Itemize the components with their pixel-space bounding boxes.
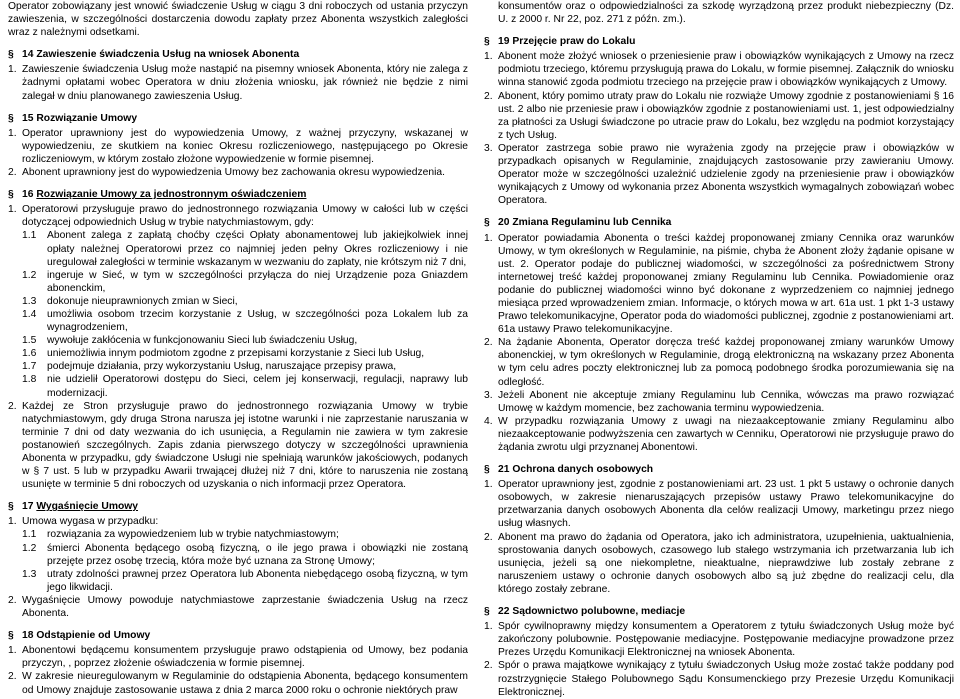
sub-item-number: 1.1 bbox=[22, 230, 37, 242]
right-column bbox=[484, 0, 954, 699]
sub-item-text: utraty zdolności prawnej przez Operatora lub Abonenta niebędącego osobą fizyczną, w tym jego likwidacji. bbox=[47, 568, 468, 593]
item-number: 1. bbox=[484, 479, 493, 491]
section-title: Zmiana Regulaminu lub Cennika bbox=[512, 217, 672, 229]
sub-item-text: Abonent zalega z zapłatą choćby części Opłaty abonamentowej lub jakiejkolwiek innej opłaty należnej Operatorowi przez co najmniej jeden pełny Okres rozliczeniowy i nie uregulował zaległości w terminie wskazanym w wezwaniu do zapłaty, nie krótszym niż 7 dni, bbox=[47, 230, 468, 268]
item-number: 4. bbox=[484, 415, 493, 427]
section-title: Sądownictwo polubowne, mediacje bbox=[512, 606, 686, 618]
item-text: Operator uprawniony jest do wypowiedzenia Umowy, z ważnej przyczyny, wskazanej w wypowiedzeniu, ze skutkiem na koniec Okresu rozliczeniowego, następującego po Okresie rozliczeniowym, w którym zostało złożone wypowiedzenie w formie pisemnej. bbox=[22, 127, 468, 165]
section-number: 18 bbox=[22, 630, 34, 642]
section-heading: § 17 Wygaśnięcie Umowy bbox=[8, 501, 139, 513]
section-title: Rozwiązanie Umowy za jednostronnym oświadczeniem bbox=[36, 189, 307, 201]
section-heading: § 16 Rozwiązanie Umowy za jednostronnym oświadczeniem bbox=[8, 189, 307, 201]
section-heading: § 20 Zmiana Regulaminu lub Cennika bbox=[484, 217, 672, 229]
continuation-paragraph: konsumentów oraz o odpowiedzialności za szkodę wyrządzoną przez produkt niebezpieczny (Dz. U. z 2000 r. Nr 22, poz. 271 z późn. zm.). bbox=[498, 1, 954, 26]
list-item bbox=[484, 336, 954, 388]
item-number: 2. bbox=[484, 337, 493, 349]
sub-item-text: dokonuje nieuprawnionych zmian w Sieci, bbox=[47, 295, 238, 307]
section-number: 17 bbox=[22, 501, 34, 513]
list-item bbox=[484, 415, 954, 454]
list-item bbox=[484, 620, 954, 659]
section-heading: § 15 Rozwiązanie Umowy bbox=[8, 112, 138, 124]
section-title: Rozwiązanie Umowy bbox=[36, 112, 138, 124]
sub-item-text: ingeruje w Sieć, w tym w szczególności przyłącza do niej Urządzenie poza Gniazdem abonenckim, bbox=[47, 269, 468, 294]
item-number: 1. bbox=[484, 51, 493, 63]
sub-item bbox=[8, 568, 468, 594]
list-item bbox=[8, 594, 468, 620]
list-item bbox=[8, 515, 468, 528]
item-number: 1. bbox=[484, 621, 493, 633]
item-number: 2. bbox=[484, 531, 493, 543]
item-text: Operator zastrzega sobie prawo nie wyrażenia zgody na przejęcie praw i obowiązków w przypadkach opisanych w Regulaminie, znajdujących zastosowanie przy zawieraniu Umowy. Operator może w szczególności uzależnić udzielenie zgody na przeniesienie praw i obowiązków wynikających z Umowy od wykonania przez Abonenta wszystkich wymagalnych zobowiązań wobec Operatora. bbox=[498, 142, 954, 207]
list-item bbox=[8, 127, 468, 166]
item-text: Spór cywilnoprawny między konsumentem a Operatorem z tytułu świadczonych Usług może być zakończony polubownie. Postępowanie mediacyjne. Postępowanie mediacyjne prowadzone przez Prezes Urzędu Komunikacji Elektronicznej na wniosek Abonenta. bbox=[498, 621, 954, 659]
sub-item bbox=[8, 347, 468, 360]
item-text: Abonent uprawniony jest do wypowiedzenia Umowy bez zachowania okresu wypowiedzenia. bbox=[22, 167, 445, 179]
section-heading: § 21 Ochrona danych osobowych bbox=[484, 464, 654, 476]
list-item bbox=[8, 203, 468, 229]
item-text: Zawieszenie świadczenia Usług może nastąpić na pisemny wniosek Abonenta, który nie zalega z żadnymi opłatami wobec Operatora w dniu złożenia wniosku, jak również nie będzie z nimi zalegał w dniu planowanego zawieszenia Usług. bbox=[22, 64, 468, 102]
item-number: 2. bbox=[8, 671, 17, 683]
item-text: Operator powiadamia Abonenta o treści każdej proponowanej zmiany Cennika oraz warunków Umowy, w tym określonych w Regulaminie, na piśmie, chyba że Abonent złoży żądanie opisane w ust. 2. Operator podaje do publicznej wiadomości, w szczególności za pośrednictwem Strony internetowej treść każdej proponowanej zmiany Regulaminu lub Cennika. Powiadomienie oraz podanie do publicznej wiadomości winno być dokonane z wyprzedzeniem co najmniej jednego miesiąca przed wprowadzeniem zmian. Informacje, o których mowa w art. 61a ust. 1 pkt 1-3 ustawy Prawo telekomunikacyjne, Operator poda do wiadomości publicznej, zgodnie z postanowieniami art. 61a ustawy Prawo telekomunikacyjne. bbox=[498, 232, 954, 336]
sub-item bbox=[8, 229, 468, 268]
sub-item-text: śmierci Abonenta będącego osobą fizyczną, o ile jego prawa i obowiązki nie zostaną przejęte przez osobę trzecią, która może być uznana za Stronę Umowy; bbox=[47, 542, 468, 567]
section-heading: § 22 Sądownictwo polubowne, mediacje bbox=[484, 606, 686, 618]
section-title: Odstąpienie od Umowy bbox=[36, 630, 151, 642]
item-number: 1. bbox=[8, 64, 17, 76]
item-number: 2. bbox=[8, 594, 17, 606]
sub-item-text: uniemożliwia innym podmiotom zgodne z przepisami korzystanie z Sieci lub Usług, bbox=[47, 348, 425, 360]
item-number: 1. bbox=[8, 127, 17, 139]
item-number: 2. bbox=[484, 90, 493, 102]
item-number: 1. bbox=[8, 645, 17, 657]
sub-item bbox=[8, 542, 468, 568]
list-item bbox=[484, 389, 954, 415]
item-text: Spór o prawa majątkowe wynikający z tytułu świadczonych Usług może zostać także poddany pod rozstrzygnięcie Stałego Polubownego Sądu Konsumenckiego przy Prezesie Urzędu Komunikacji Elektronicznej. bbox=[498, 660, 954, 698]
item-text: Operator uprawniony jest, zgodnie z postanowieniami art. 23 ust. 1 pkt 5 ustawy o ochronie danych osobowych, w zakresie nienaruszających przepisów ustawy Prawo telekomunikacyjne do przetwarzania danych osobowych Abonenta dla celów realizacji Umowy, marketingu przez niego usług własnych. bbox=[498, 479, 954, 530]
list-item bbox=[8, 63, 468, 102]
sub-item-text: wywołuje zakłócenia w funkcjonowaniu Sieci lub świadczeniu Usług, bbox=[47, 335, 358, 347]
sub-item bbox=[8, 360, 468, 373]
item-text: W przypadku rozwiązania Umowy z uwagi na niezaakceptowanie zmiany Regulaminu albo niezaakceptowanie podwyższenia cen zawartych w Cenniku, Operatorowi nie przysługuje prawo do żądania zwrotu ulgi przyznanej Abonentowi. bbox=[498, 415, 954, 453]
item-text: W zakresie nieuregulowanym w Regulaminie do odstąpienia Abonenta, będącego konsumentem od Umowy znajduje zastosowanie ustawa z dnia 2 marca 2000 roku o ochronie niektórych praw bbox=[22, 671, 468, 696]
list-item bbox=[484, 232, 954, 337]
sub-item-number: 1.5 bbox=[22, 335, 37, 347]
sub-item bbox=[8, 528, 468, 541]
sub-item-number: 1.2 bbox=[22, 269, 37, 281]
section-heading: § 14 Zawieszenie świadczenia Usług na wniosek Abonenta bbox=[8, 49, 300, 61]
left-column bbox=[8, 0, 468, 697]
section-title: Wygaśnięcie Umowy bbox=[36, 501, 139, 513]
list-item bbox=[8, 644, 468, 670]
item-text: Abonent może złożyć wniosek o przeniesienie praw i obowiązków wynikających z Umowy na rzecz podmiotu trzeciego, któremu przysługują prawa do Lokalu, w formie pisemnej. Załącznik do wniosku winna stanowić zgoda podmiotu trzeciego na przejęcie praw i obowiązków wynikających z Umowy. bbox=[498, 51, 954, 89]
section-number: 15 bbox=[22, 112, 34, 124]
continuation-paragraph: Operator zobowiązany jest wnowić świadczenie Usług w ciągu 3 dni roboczych od ustania przyczyn zawieszenia, w szczególności dostarczenia dowodu zapłaty przez Abonenta wszystkich zaległości wraz z należnymi odsetkami. bbox=[8, 1, 468, 39]
sub-item-text: podejmuje działania, przy wykorzystaniu Usług, naruszające przepisy prawa, bbox=[47, 361, 397, 373]
sub-item-number: 1.8 bbox=[22, 374, 37, 386]
sub-item-number: 1.6 bbox=[22, 348, 37, 360]
section-heading: § 18 Odstąpienie od Umowy bbox=[8, 630, 151, 642]
sub-item bbox=[8, 373, 468, 399]
sub-item bbox=[8, 334, 468, 347]
list-item bbox=[8, 166, 468, 179]
sub-item-number: 1.3 bbox=[22, 568, 37, 580]
section-number: 21 bbox=[498, 464, 510, 476]
item-number: 3. bbox=[484, 142, 493, 154]
section-title: Ochrona danych osobowych bbox=[512, 464, 654, 476]
section-title: Przejęcie praw do Lokalu bbox=[512, 36, 636, 48]
sub-item bbox=[8, 269, 468, 295]
item-text: Wygaśnięcie Umowy powoduje natychmiastowe zaprzestanie świadczenia Usług na rzecz Abonenta. bbox=[22, 594, 468, 620]
section-number: 19 bbox=[498, 36, 510, 48]
list-item bbox=[8, 400, 468, 492]
item-number: 1. bbox=[484, 232, 493, 244]
sub-item-number: 1.3 bbox=[22, 295, 37, 307]
item-number: 1. bbox=[8, 204, 17, 216]
item-text: Każdej ze Stron przysługuje prawo do jednostronnego rozwiązania Umowy w trybie natychmiastowym, gdy druga Strona narusza jej istotne warunki i nie zaprzestanie naruszania w terminie 7 dni od daty wezwania do ich usunięcia, a Regulamin nie zawiera w tym zakresie postanowień szczególnych. Zapis zdania pierwszego dotyczy w szczególności uprawnienia Abonenta w przypadku, gdy świadczone Usługi nie spełniają warunków jakościowych, podanych w § 7 ust. 5 lub w przypadku Awarii trwającej dłużej niż 7 dni, które to naruszenia nie zostaną usunięte w terminie 5 dni roboczych od uzyskania o nich informacji przez Operatora. bbox=[22, 400, 468, 491]
sub-item-number: 1.7 bbox=[22, 361, 37, 373]
list-item bbox=[8, 670, 468, 696]
list-item bbox=[484, 90, 954, 142]
list-item bbox=[484, 50, 954, 89]
section-title: Zawieszenie świadczenia Usług na wniosek Abonenta bbox=[36, 49, 300, 61]
item-number: 2. bbox=[484, 660, 493, 672]
sub-item-text: umożliwia osobom trzecim korzystanie z Usług, w szczególności poza Lokalem lub za wynagrodzeniem, bbox=[47, 308, 468, 334]
sub-item-number: 1.2 bbox=[22, 542, 37, 554]
item-text: Abonent ma prawo do żądania od Operatora, jako ich administratora, uzupełnienia, uaktualnienia, sprostowania danych osobowych, czasowego lub stałego wstrzymania ich przetwarzania lub ich usunięcia, jeżeli są one niekompletne, nieaktualne, nieprawdziwe lub zostały zebrane z naruszeniem ustawy o ochronie danych osobowych albo są już zbędne do realizacji celu, dla którego zostały zebrane. bbox=[498, 531, 954, 595]
item-text: Na żądanie Abonenta, Operator doręcza treść każdej proponowanej zmiany warunków Umowy abonenckiej, w tym określonych w Regulaminie, drogą elektroniczną na wskazany przez Abonenta w tym celu adres poczty elektronicznej lub za pomocą podobnego środka porozumiewania się na odległość. bbox=[498, 337, 954, 388]
list-item bbox=[484, 478, 954, 530]
section-number: 22 bbox=[498, 606, 510, 618]
item-number: 2. bbox=[8, 400, 17, 412]
item-text: Umowa wygasa w przypadku: bbox=[22, 516, 159, 528]
sub-item-number: 1.1 bbox=[22, 529, 37, 541]
item-number: 2. bbox=[8, 167, 17, 179]
sub-item-number: 1.4 bbox=[22, 308, 37, 320]
list-item bbox=[484, 659, 954, 698]
section-number: 16 bbox=[22, 189, 34, 201]
section-number: 20 bbox=[498, 217, 510, 229]
sub-item bbox=[8, 295, 468, 308]
item-number: 1. bbox=[8, 516, 17, 528]
sub-item-text: rozwiązania za wypowiedzeniem lub w trybie natychmiastowym; bbox=[47, 529, 339, 541]
sub-item bbox=[8, 308, 468, 334]
item-number: 3. bbox=[484, 389, 493, 401]
item-text: Jeżeli Abonent nie akceptuje zmiany Regulaminu lub Cennika, wówczas ma prawo rozwiązać Umowę w każdym momencie, bez zachowania terminu wypowiedzenia. bbox=[498, 389, 954, 414]
section-number: 14 bbox=[22, 49, 34, 61]
list-item bbox=[484, 531, 954, 596]
item-text: Abonentowi będącemu konsumentem przysługuje prawo odstąpienia od Umowy, bez podania przyczyn, , poprzez złożenie oświadczenia w formie pisemnej. bbox=[22, 645, 468, 670]
item-text: Operatorowi przysługuje prawo do jednostronnego rozwiązania Umowy w całości lub w części dotyczącej odpowiednich Usług w trybie natychmiastowym, gdy: bbox=[22, 204, 468, 229]
list-item bbox=[484, 142, 954, 207]
sub-item-text: nie udzielił Operatorowi dostępu do Sieci, celem jej konserwacji, regulacji, naprawy lub modernizacji. bbox=[47, 374, 468, 399]
item-text: Abonent, który pomimo utraty praw do Lokalu nie rozwiąże Umowy zgodnie z postanowieniami § 16 ust. 2 albo nie przeniesie praw i obowiązków zgodnie z postanowieniami ust. 1, jest odpowiedzialny za płatności za Usługi świadczone po utracie praw do Lokalu, bez względu na podmiot korzystający z tych Usług. bbox=[498, 90, 954, 141]
section-heading: § 19 Przejęcie praw do Lokalu bbox=[484, 36, 636, 48]
